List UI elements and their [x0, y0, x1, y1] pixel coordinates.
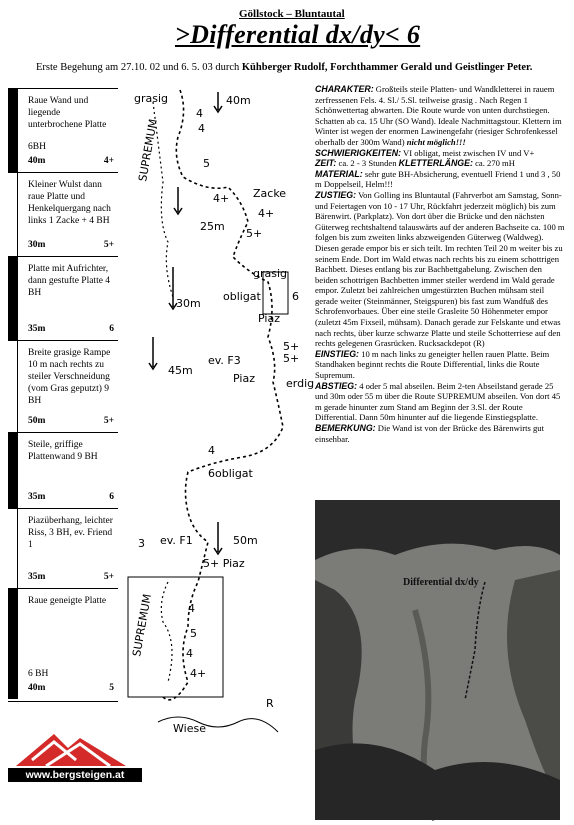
abseil-arrow	[214, 522, 222, 554]
pitch-grade: 5+	[103, 240, 114, 250]
first-ascent-names: Kühberger Rudolf, Forchthammer Gerald und Geistlinger Peter.	[241, 62, 533, 73]
charakter-end: nicht möglich!!!	[406, 136, 466, 147]
topo-label: 4	[188, 602, 195, 615]
topo-label: 5+	[246, 227, 263, 240]
topo-label: 45m	[168, 364, 193, 377]
abseil-arrow	[214, 92, 222, 112]
topo-label: ev. F3	[208, 354, 241, 367]
photo-caption: Differential dx/dy	[403, 577, 479, 588]
pitch-description: Platte mit Aufrichter, dann gestufte Platte 4 BH	[28, 264, 111, 298]
pitch-footer	[28, 156, 114, 166]
pitch-description: Piazüberhang, leichter Riss, 3 BH, ev. Friend 1	[28, 516, 113, 550]
topo-label: R	[266, 697, 274, 710]
topo-label: Piaz	[258, 312, 280, 325]
pitch-length: 35m	[28, 572, 46, 582]
pitch-description: Breite grasige Rampe 10 m nach rechts zu steiler Verschneidung (vom Gras geputzt) 9 BH	[28, 348, 111, 406]
topo-label: 3	[138, 537, 145, 550]
pitch-bar	[8, 589, 18, 699]
topo-label: SUPREMUM	[136, 117, 160, 183]
pitch-footer	[28, 683, 114, 693]
pitch-grade: 6	[109, 492, 114, 502]
pitch-description: Raue geneigte Platte	[28, 596, 107, 606]
topo-label: 5+	[283, 340, 300, 353]
material-label: MATERIAL:	[315, 168, 363, 179]
pitch-row	[8, 509, 118, 589]
pitch-extra: 6BH	[28, 142, 46, 152]
wall-photo-art	[315, 500, 560, 820]
abseil-arrow	[149, 337, 157, 369]
pitch-bar	[8, 173, 18, 256]
pitch-table	[8, 88, 118, 702]
topo-label: 40m	[226, 94, 251, 107]
pitch-row	[8, 173, 118, 257]
pitch-length: 35m	[28, 324, 46, 334]
first-ascent	[36, 62, 556, 73]
pitch-bar	[8, 341, 18, 432]
topo-label: Wiese	[173, 722, 206, 735]
topo-label: 5+	[283, 352, 300, 365]
abseil-arrow	[174, 187, 182, 214]
area-title: Göllstock – Bluntautal	[239, 8, 345, 20]
topo-label: 6	[292, 290, 299, 303]
route-description	[315, 84, 565, 444]
pitch-length: 40m	[28, 156, 46, 166]
pitch-grade: 6	[109, 324, 114, 334]
charakter-label: CHARAKTER:	[315, 84, 374, 94]
schwierig-section	[315, 148, 565, 159]
material-text: sehr gute BH-Absicherung, eventuell Friend 1 und 3 , 50 m Doppelseil, Helm!!!	[315, 168, 561, 190]
schwierig-text: VI obligat, meist zwischen IV und V+	[403, 147, 535, 158]
topo-label: 4+	[213, 192, 230, 205]
pitch-footer	[28, 492, 114, 502]
route-title: >Differential dx/dy< 6	[175, 20, 421, 49]
pitch-grade: 5	[109, 683, 114, 693]
pitch-grade: 5+	[103, 572, 114, 582]
pitch-length: 40m	[28, 683, 46, 693]
topo-label: ev. F1	[160, 534, 193, 547]
pitch-row	[8, 589, 118, 699]
topo-label: Piaz	[233, 372, 255, 385]
pitch-bar	[8, 509, 18, 588]
pitch-description: Steile, griffige Plattenwand 9 BH	[28, 440, 98, 462]
topo-label: 50m	[233, 534, 258, 547]
pitch-extra: 6 BH	[28, 669, 49, 679]
topo-label: grasig	[134, 92, 169, 105]
pitch-length: 30m	[28, 240, 46, 250]
einstieg-label: EINSTIEG:	[315, 348, 359, 359]
pitch-footer	[28, 324, 114, 334]
zeit-label: ZEIT:	[315, 158, 337, 169]
wall-photo	[315, 500, 560, 820]
laenge-text: ca. 270 mH	[475, 158, 515, 169]
logo-text: www.bergsteigen.at	[8, 768, 142, 782]
einstieg-text: 10 m nach links zu geneigter hellen rauen Platte. Beim Standhaken beginnt rechts die Route Differential, links die Route Supremum.	[315, 348, 550, 381]
topo-label: grasig	[253, 267, 288, 280]
topo-label: Zacke	[253, 187, 287, 200]
material-section	[315, 169, 565, 190]
bemerkung-label: BEMERKUNG:	[315, 423, 376, 433]
laenge-label: KLETTERLÄNGE:	[398, 158, 473, 169]
pitch-bar	[8, 89, 18, 172]
abstieg-text: 4 oder 5 mal abseilen. Beim 2-ten Abseilstand gerade 25 und 30m oder 55 m über die Route SUPREMUM abseilen. Von dort 45 m gerade hinunter zum Stand am Beginn der 3.Sl. der Route Differential. Dann 50m hinunter auf die liegende Einstiegsplatte.	[315, 380, 561, 423]
topo-label: 5+ Piaz	[203, 557, 245, 570]
topo-label: 4	[186, 647, 193, 660]
pitch-footer	[28, 416, 114, 426]
topo-label: 30m	[176, 297, 201, 310]
pitch-row	[8, 433, 118, 509]
bemerkung-text: Die Wand ist von der Brücke des Bärenwirts gut einsehbar.	[315, 423, 544, 444]
pitch-bar	[8, 257, 18, 340]
pitch-bar	[8, 433, 18, 508]
topo-label: 4+	[190, 667, 207, 680]
charakter-text: Großteils steile Platten- und Wandkletterei in rauem zerfressenen Fels. 4. Sl./ 5.Sl. teilweise grasig . Nach Regen 1 Schönwettertag abwarten. Die Route wurde von unten durchstiegen. Schatten ab ca. 15 Uhr (SO Wand). Ideale Nachmittagstour. Klettern im Winter ist wegen der enormen Lawinengefahr (riesiger Schrofenkessel oberhalb der 300m Wand)	[315, 84, 562, 147]
supremum-line-lower	[161, 582, 172, 682]
pitch-length: 35m	[28, 492, 46, 502]
abstieg-section	[315, 381, 565, 445]
topo-label: 6obligat	[208, 467, 253, 480]
topo-label: obligat	[223, 290, 261, 303]
abstieg-label: ABSTIEG:	[315, 380, 358, 391]
topo-label: 25m	[200, 220, 225, 233]
pitch-length: 50m	[28, 416, 46, 426]
zustieg-text: Von Golling ins Bluntautal (Fahrverbot am Samstag, Sonn- und Feiertagen von 10 - 17 Uhr, Rückfahrt jederzeit möglich) bis zum Bärenwirt. (Parkplatz). Von dort über die Brücke und den nächsten Güterweg rechtshaltend talauswärts auf der anderen Bachseite ca. 100 m folgen bis zum zweiten links abzweigenden Güterweg (Waldweg). Diesen gerade empor bis er sich teilt. Im rechten Teil 20 m weiter bis zu seinem Ende. Dort im Wald etwas nach rechts bis zu einem schottrigen Bachbett. Dieses entlang bis zur Bachbettgabelung. Zwischen den beiden schottrigen Bachbetten immer steiler werdend im Wald gerade empor. Zuletzt bei zahlreichen umgestürzten Buchen mühsam steil gerade weiter (Steinmänner, Steigspuren) bis fast zum Wandfuß des Schrofenvorbaues. Über eine steile Grasleite 50 Höhenmeter empor (zuletzt 45m Fixseil, mühsam). Danach gerade zur Felskante und etwas nach rechts, über kurze schwarze Platte und steile Schotterriese auf den rechts gelegenen Grasrücken. Rucksackdepot (R)	[315, 189, 565, 349]
first-ascent-prefix: Erste Begehung am 27.10. 02 und 6. 5. 03 durch	[36, 62, 242, 73]
pitch-grade: 5+	[103, 416, 114, 426]
pitch-description: Kleiner Wulst dann raue Platte und Henkelquergang nach links 1 Zacke + 4 BH	[28, 180, 111, 226]
pitch-footer	[28, 572, 114, 582]
pitch-row	[8, 89, 118, 173]
topo-label: 4+	[258, 207, 275, 220]
pitch-row	[8, 341, 118, 433]
einstieg-section	[315, 349, 565, 381]
zustieg-label: ZUSTIEG:	[315, 189, 357, 200]
pitch-grade: 4+	[103, 156, 114, 166]
zustieg-section	[315, 190, 565, 349]
route-topo-drawing	[118, 82, 315, 772]
topo-label: SUPREMUM	[130, 592, 154, 658]
topo-label: 4	[198, 122, 205, 135]
topo-label: 4	[196, 107, 203, 120]
topo-label: 4	[208, 444, 215, 457]
zeit-text: ca. 2 - 3 Stunden	[338, 158, 397, 169]
pitch-row	[8, 257, 118, 341]
schwierig-label: SCHWIERIGKEITEN:	[315, 147, 402, 158]
topo-label: 5	[190, 627, 197, 640]
topo-label: 5	[203, 157, 210, 170]
charakter-section	[315, 84, 565, 148]
pitch-footer	[28, 240, 114, 250]
pitch-description: Raue Wand und liegende unterbrochene Platte	[28, 96, 107, 130]
topo-label: erdig	[286, 377, 315, 390]
zeit-section	[315, 158, 565, 169]
